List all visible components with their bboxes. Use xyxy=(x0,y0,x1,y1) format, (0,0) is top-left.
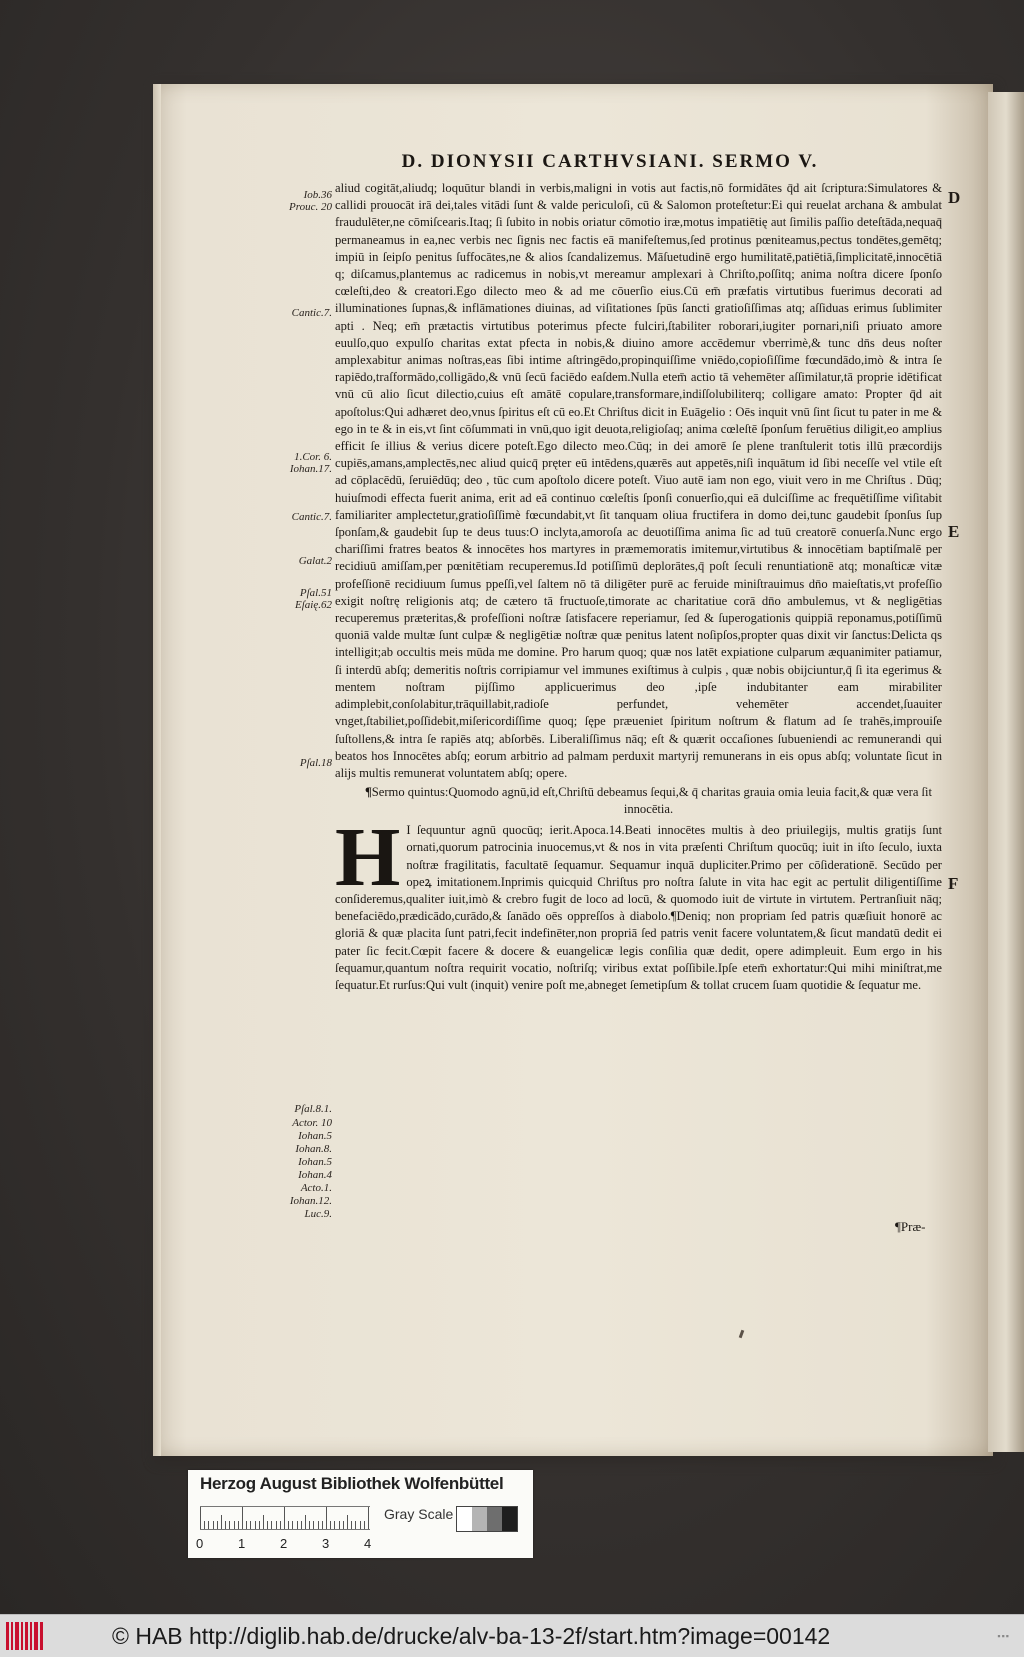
ruler-tick xyxy=(330,1521,331,1529)
ruler-tick xyxy=(288,1521,289,1529)
ruler-tick xyxy=(343,1521,344,1529)
margin-note: Iob.36 xyxy=(303,189,332,201)
margin-section-letter: D xyxy=(948,188,961,207)
ruler-tick xyxy=(368,1507,369,1529)
ruler-tick xyxy=(221,1515,222,1529)
ruler-number: 0 xyxy=(196,1536,204,1551)
ruler-tick xyxy=(313,1521,314,1529)
gray-swatch-cell xyxy=(502,1507,517,1531)
ruler-tick xyxy=(309,1521,310,1529)
ruler-tick xyxy=(364,1521,365,1529)
margin-note: Actor. 10 xyxy=(292,1117,332,1129)
ruler-tick xyxy=(213,1521,214,1529)
ruler-tick xyxy=(225,1521,226,1529)
catchword: ¶Præ- xyxy=(895,1219,926,1234)
margin-note: Iohan.4 xyxy=(298,1169,332,1181)
ruler-tick xyxy=(322,1521,323,1529)
ruler-tick xyxy=(334,1521,335,1529)
margin-section-letter: F xyxy=(948,874,959,893)
gray-swatch-cell xyxy=(487,1507,502,1531)
margin-section-letter: E xyxy=(948,522,960,541)
drop-capital: H xyxy=(335,811,401,905)
main-text-column xyxy=(335,180,942,994)
margin-note: Cantic.7. xyxy=(291,511,332,523)
ruler-tick xyxy=(263,1515,264,1529)
ruler-tick xyxy=(347,1515,348,1529)
opening-paragraph xyxy=(335,811,942,994)
ruler-tick xyxy=(292,1521,293,1529)
margin-note: Iohan.5 xyxy=(298,1156,332,1168)
ruler-tick xyxy=(318,1521,319,1529)
measurement-ruler xyxy=(200,1506,370,1530)
ruler-tick xyxy=(217,1521,218,1529)
ruler-tick xyxy=(276,1521,277,1529)
gray-scale-swatch xyxy=(456,1506,518,1532)
ruler-tick xyxy=(305,1515,306,1529)
margin-note: Acto.1. xyxy=(300,1182,332,1194)
ruler-tick xyxy=(355,1521,356,1529)
ruler-tick xyxy=(234,1521,235,1529)
ruler-tick xyxy=(204,1521,205,1529)
ruler-tick xyxy=(229,1521,230,1529)
gray-scale-label: Gray Scale xyxy=(384,1506,454,1522)
ruler-tick xyxy=(200,1507,201,1529)
footer-bar xyxy=(0,1614,1024,1657)
ruler-tick xyxy=(339,1521,340,1529)
gray-swatch-cell xyxy=(472,1507,487,1531)
ruler-tick xyxy=(280,1521,281,1529)
margin-note: Cantic.7. xyxy=(291,307,332,319)
section-heading-text: Sermo quintus:Quomodo agnū,id eſt,Chriſtū debeamus ſequi,& q̄ charitas grauia omia leuia facit,& quæ vera ſit innocētia. xyxy=(371,785,933,817)
ruler-tick xyxy=(267,1521,268,1529)
ruler-tick xyxy=(238,1521,239,1529)
library-name: Herzog August Bibliothek Wolfenbüttel xyxy=(200,1474,504,1493)
ruler-tick xyxy=(326,1507,327,1529)
ruler-tick xyxy=(360,1521,361,1529)
paragraph: I ſequuntur agnū quocūq; ierit.Apoca.14.Beati innocētes multis à deo priuilegijs, multis gratijs ſunt ornati,quorum patrocinia inuocemus,vt & nos in vita præſenti Chriſtum quocūq; iuit in iſto ſeculo, iuxta noſtræ fragilitatis, facultatē ſequamur. Sequamur inquā dupliciter.Primo per cōſiderationē. Secūdo per opeꝝ imitationem.Inprimis quicquid Chriſtus pro noſtra ſalute in vita hac egit ac pertulit diligentiſſime conſideremus,qualiter iuit,imò & crebro fugit de loco ad locū, & quomodo iuit de virtute in virtutem. Pertranſiuit nāq; benefaciēdo,prædicādo,curādo,& ſanādo oēs oppreſſos à diabolo.¶Deniq; non propriam ſed patris quæſiuit honorē ac gloriā & quæ placita ſunt patri,fecit indefinēter,non propriā ſed patris venit facere voluntatem,& ſicut mandatū dedit ei pater ſic fecit.Cœpit facere & docere & euangelicæ legis conſilia quæ dedit, opere adimpleuit. Eum ergo in his ſequamur,quantum noſtra requirit vocatio, noſtriſq; viribus extat poſſibile.Ipſe etem̄ exhortatur:Qui mihi miniſtrat,me ſequatur.Et rurſus:Qui vult (inquit) venire poſt me,abneget ſemetipſum & tollat crucem ſuam quotidie & ſequatur me. xyxy=(335,823,942,992)
ruler-tick xyxy=(351,1521,352,1529)
margin-note: Prouc. 20 xyxy=(289,201,332,213)
paragraph: aliud cogitāt,aliudq; loquūtur blandi in verbis,maligni in votis aut factis,nō formidātes q̄d ait ſcriptura:Simulatores & callidi prouocāt irā dei,tales vitādi ſunt & valde periculoſi, cū & Salomon proteſtetur:Ei qui reuelat archana & ambulat fraudulēter,ne cōmiſcearis.Itaq; ſi ſubito in nobis oriatur cōmotio iræ,motus impatiētię aut ſimilis paſſio deteſtāda,nequaq̄ permaneamus in ea,nec verbis nec ſignis nec factis eā manifeſtemus,ſed protinus pœniteamus,pectus tondētes,gemētq; impiū in ſeipſo penitus ſuffocātes,ne & alios ſcandalizemus. Māſuetudinē ergo humilitatē,patiētiā,ſimplicitatē,innocētiā q; diſcamus,plantemus ac radicemus in nobis,vt mereamur amplexari à Chriſto,poſſitq; anima noſtra dicere ſponſo cœleſti,deo & creatori.Ego dilecto meo & ad me cōuerſio eius.Cū em̄ præfatis virtutibus fuerimus decorati ad illuminationes ſupnas,& inflāmationes diuinas, ad viſitationes ſpūs ſancti gratioſiſſimas atq; aſſiduas erimus ſublimiter apti . Neq; em̄ prætactis virtutibus poterimus pfecte fulciri,ſtabiliter roborari,iugiter pornari,niſi priuato amore euulſo,quo expulſo charitas extat pfecta in nobis,& diuino amore accēdemur vberrimè,& tunc dn̄s deus noſter amplexabitur animas noſtras,eas ſibi intime aſtringēdo,propinquiſſime vniēdo,copioſiſſime fœcundādo,imò & intra ſe rapiēdo,traſformādo,colligādo,& vnū ſecū faciēdo eaſdem.Nulla etem̄ actio tā vehemēter aſſimilatur,tā proprie idētificat vnū cū alio ſicut dilectio,cuius eſt amātē copulare,transformare,indiſſolubiliterq; colligare amato: Propter q̄d ait apoſtolus:Qui adhæret deo,vnus ſpiritus eſt cū eo.Et Chriſtus dicit in Euāgelio : Oēs inquit vnū ſint ſicut tu pater in me & ego in te & in eis,vt ſint cōſummati in vnū,quo igit deuota,religioſaq; anima cœleſtē ſponſum feruētius diligit,eo amplius efficit ſe illius & verius dicere poteſt.Ego dilecto meo.Cūq; in dei amorē ſe plene tranſtulerit totis illū præcordijs cupiēs,amans,amplectēs,nec aliud quicq̄ pręter eū intēdens,quærēs aut appetēs,niſi inquātum id ſibi neceſſe vel vtile eſt ad cōplacēdū, ſeruiēdūq; deo , tūc cum apoſtolo dicere poteſt. Viuo autē iam non ego, viuit vero in me Chriſtus . Dūq; huiuſmodi effecta fuerit anima, erit ad eā continuo cœleſtis ſponſi conuerſio,qui eā dulciſſime ac frequētiſſime viſitabit familiariter amplectetur,gratioſiſſimè fœcundabit,vt ſit tanquam oliua fructifera in domo dei,tunc gaudebit ſponſus ſup ſponſam,& gaudebit ſup te deus tuus:O inclyta,amoroſa ac deuotiſſima anima ſic ad tuū creatorē conuerſa.Nunc ergo chariſſimi fratres beatos & innocētes hos martyres in præmemoratis imitemur,virtutibus & innocētiam baptiſmalē per recidiuū amiſſam,per pœnitētiam recuperemus.Id potiſſimū deplorātes,q̄ poſt ſeculi renuntiationē atq; monaſticæ vitæ profeſſionē recidiuum ſumus ppeſſi,vel ſaltem nō tā diligēter purē ac feruide miniſtrauimus dn̄o maieſtatis,vt profeſſio exigit noſtrę religionis atq; de cætero tā fructuoſe,timorate ac charitatiue corā dn̄o ambulemus, vt & negligētias recuperemus præteritas,& profeſſioni noſtræ ſatisfacere reperiamur, ſed & ſuperogationis quippiā reponamus,potiſſimū quoniā valde multæ ſunt culpæ & negligētiæ noſtræ quæ penitus latent noſipſos,propter quas dixit vir ſanctus:Delicta qs intelligit;ab occultis meis mūda me domine. Pro harum quoq; quæ nos latēt expiatione culparum æquanimiter patiamur, ſi interdū abſq; demeritis noſtris corripiamur vel immunes exiſtimus à culpis , quæ nobis obijciuntur,q̄ ſi ita egerimus & mentem noſtram pijſſimo applicuerimus deo ,ipſe indubitanter eam mirabiliter adimplebit,conſolabitur,trāquillabit,radioſe perfundet, vehemēter accendet,ſuauiter vnget,ſtabiliet,poſſidebit,miſericordiſſime quoq; ſępe præueniet ſpiritum noſtrum & flatum ad ſe trahēs,improuiſe ſuſtollens,& intra ſe rapiēs atq; abſorbēs. Liberaliſſimus nāq; eſt & quærit occaſiones ſubueniendi ac remunerandi qui beatos hos Innocētes abſq; eorum arbitrio ad palmam perduxit martyrij remunerans in eis opus abſq; voluntate ſicut in alijs multis remunerat voluntatem abſq; opere. xyxy=(335,181,942,780)
ruler-number: 4 xyxy=(364,1536,372,1551)
margin-note: Iohan.17. xyxy=(289,463,332,475)
margin-note: Iohan.5 xyxy=(298,1130,332,1142)
margin-note: Iohan.8. xyxy=(295,1143,332,1155)
page-gutter xyxy=(153,84,161,1456)
section-heading xyxy=(335,784,942,818)
color-calibration-chart xyxy=(188,1470,533,1558)
ruler-tick xyxy=(259,1521,260,1529)
ruler-tick xyxy=(242,1507,243,1529)
ruler-tick xyxy=(246,1521,247,1529)
ruler-tick xyxy=(284,1507,285,1529)
margin-note: Galat.2 xyxy=(298,555,332,567)
margin-note: Luc.9. xyxy=(304,1208,332,1220)
ruler-tick xyxy=(271,1521,272,1529)
ruler-number: 3 xyxy=(322,1536,330,1551)
margin-note: Iohan.12. xyxy=(289,1195,332,1207)
running-head: D. DIONYSII CARTHVSIANI. SERMO V. xyxy=(401,151,819,172)
facing-page-edge xyxy=(988,92,1024,1452)
footer-dots: ▪▪▪ xyxy=(997,1631,1010,1641)
margin-note: Pſal.18 xyxy=(299,757,332,769)
margin-note: Pſal.8.1. xyxy=(294,1103,332,1115)
margin-note: Pſal.51 xyxy=(299,587,332,599)
ruler-number: 1 xyxy=(238,1536,246,1551)
pilcrow-icon: ¶ xyxy=(364,785,372,800)
ruler-tick xyxy=(255,1521,256,1529)
copyright-url: © HAB http://diglib.hab.de/drucke/alv-ba-13-2f/start.htm?image=00142 xyxy=(112,1623,831,1649)
ruler-tick xyxy=(250,1521,251,1529)
gray-swatch-cell xyxy=(457,1507,472,1531)
margin-note: Eſaię.62 xyxy=(295,599,332,611)
ruler-tick xyxy=(297,1521,298,1529)
ruler-tick xyxy=(208,1521,209,1529)
ruler-number: 2 xyxy=(280,1536,288,1551)
ruler-tick xyxy=(301,1521,302,1529)
hab-logo-icon xyxy=(6,1622,46,1650)
margin-note: 1.Cor. 6. xyxy=(294,451,332,463)
